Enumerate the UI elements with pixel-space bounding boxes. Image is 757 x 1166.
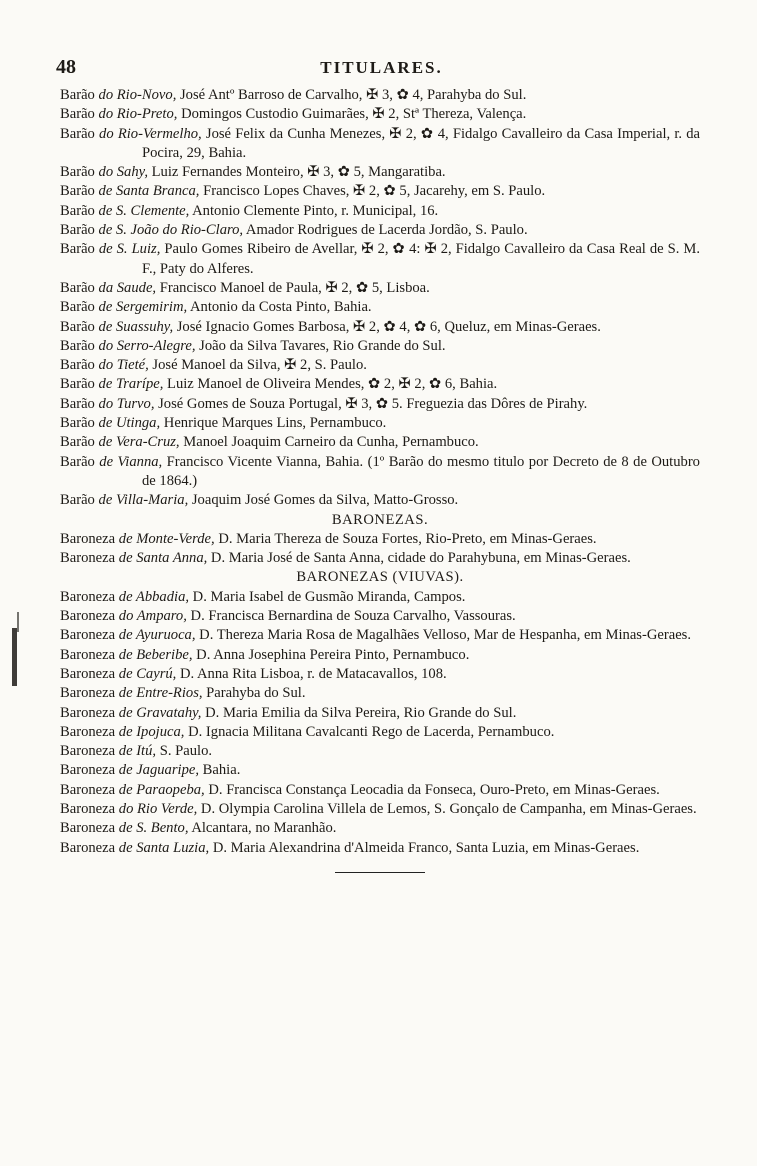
section-heading-viuvas: BARONEZAS (VIUVAS). [296,569,464,586]
entry-details: Antonio da Costa Pinto, Bahia. [187,299,372,316]
title-entry [60,375,700,394]
title-entry [60,588,700,607]
entry-title: de Santa Luzia, [118,839,210,856]
title-entry [60,433,700,452]
title-entry [60,163,700,182]
entry-title: de Suassuhy, [98,318,174,335]
entry-details: Manoel Joaquim Carneiro da Cunha, Pernambuco. [179,434,479,451]
entry-title: de Santa Branca, [98,183,200,200]
entry-details: Joaquim José Gomes da Silva, Matto-Grosso. [188,492,459,509]
entry-details: Francisco Manoel de Paula, ✠ 2, ✿ 5, Lisboa. [156,279,430,296]
entry-rank: Barão [60,125,95,142]
entry-rank: Baroneza [60,550,116,567]
entry-title: do Rio Verde, [118,800,198,817]
entry-title: de Jaguaripe, [118,762,200,779]
title-entry [60,800,700,819]
entry-rank: Barão [60,87,95,103]
title-entry [60,626,700,645]
entry-details: José Manoel da Silva, ✠ 2, S. Paulo. [148,357,367,374]
entry-title: de Ipojuca, [118,723,185,740]
title-entry [60,491,700,510]
entry-rank: Barão [60,183,95,200]
entry-details: Paulo Gomes Ribeiro de Avellar, ✠ 2, ✿ 4: ✠ 2, Fidalgo Cavalleiro da Casa Real de S. M. F., Paty do Alferes. [142,241,701,277]
entry-details: José Felix da Cunha Menezes, ✠ 2, ✿ 4, Fidalgo Cavalleiro da Casa Imperial, r. da Pocira, 29, Bahia. [142,125,700,161]
entry-details: Luiz Fernandes Monteiro, ✠ 3, ✿ 5, Mangaratiba. [147,164,446,181]
running-title: TITULARES. [320,58,443,77]
title-entry [60,453,700,492]
text-column [60,86,700,873]
entry-details: D. Francisca Bernardina de Souza Carvalho, Vassouras. [186,608,516,625]
title-entry [60,665,700,684]
entry-title: de S. Luiz, [98,241,161,258]
entry-title: de Ayuruoca, [118,627,196,644]
entry-title: de Vera-Cruz, [98,434,180,451]
entry-title: do Sahy, [98,164,148,181]
title-entry [60,414,700,433]
entry-title: de S. Clemente, [98,202,190,219]
entry-details: Henrique Marques Lins, Pernambuco. [160,415,387,432]
title-entry [60,279,700,298]
entry-rank: Baroneza [60,704,116,721]
title-entry [60,684,700,703]
entry-details: D. Francisca Constança Leocadia da Fonseca, Ouro-Preto, em Minas-Geraes. [204,781,660,798]
entry-title: do Rio-Novo, [98,87,177,103]
entry-details: Francisco Lopes Chaves, ✠ 2, ✿ 5, Jacarehy, em S. Paulo. [199,183,546,200]
entry-details: D. Ignacia Militana Cavalcanti Rego de Lacerda, Pernambuco. [184,723,555,740]
entry-rank: Barão [60,318,95,335]
entry-rank: Baroneza [60,820,116,837]
entry-title: de Gravatahy, [118,704,202,721]
entry-rank: Barão [60,299,95,316]
entry-title: de Monte-Verde, [118,530,215,547]
title-entry [60,86,700,105]
entry-rank: Baroneza [60,530,116,547]
entry-rank: Barão [60,453,95,470]
entry-details: D. Anna Josephina Pereira Pinto, Pernambuco. [192,646,470,663]
entry-details: José Antº Barroso de Carvalho, ✠ 3, ✿ 4, Parahyba do Sul. [176,87,527,103]
entry-details: Domingos Custodio Guimarães, ✠ 2, Stª Thereza, Valença. [177,106,527,123]
title-entry [60,742,700,761]
title-entry [60,221,700,240]
entry-title: de S. Bento, [118,820,189,837]
entry-title: do Serro-Alegre, [98,337,196,354]
page-number: 48 [56,56,76,78]
entry-rank: Baroneza [60,627,116,644]
entry-rank: Baroneza [60,800,116,817]
viuva-list [60,588,700,858]
entry-details: Bahia. [199,762,241,779]
entry-title: do Rio-Preto, [98,106,178,123]
entry-details: D. Maria Alexandrina d'Almeida Franco, Santa Luzia, em Minas-Geraes. [209,839,640,856]
title-entry [60,298,700,317]
page-header [56,56,707,82]
title-entry [60,125,700,164]
entry-title: de Abbadia, [118,588,190,605]
entry-details: Francisco Vicente Vianna, Bahia. (1º Barão do mesmo titulo por Decreto de 8 de Outubro de 1864.) [142,453,700,489]
entry-details: D. Olympia Carolina Villela de Lemos, S. Gonçalo de Campanha, em Minas-Geraes. [197,800,697,817]
entry-rank: Barão [60,202,95,219]
entry-title: de S. João do Rio-Claro, [98,222,244,239]
entry-title: do Rio-Vermelho, [99,125,202,142]
entry-title: do Amparo, [118,608,187,625]
entry-details: Antonio Clemente Pinto, r. Municipal, 16. [189,202,439,219]
entry-details: Alcantara, no Maranhão. [188,820,337,837]
entry-rank: Barão [60,222,95,239]
title-entry [60,337,700,356]
baroneza-list [60,530,700,569]
entry-details: D. Anna Rita Lisboa, r. de Matacavallos, 108. [176,665,447,682]
entry-title: de Villa-Maria, [98,492,189,509]
title-entry [60,839,700,858]
entry-title: de Entre-Rios, [118,685,203,702]
title-entry [60,182,700,201]
entry-details: D. Thereza Maria Rosa de Magalhães Velloso, Mar de Hespanha, em Minas-Geraes. [195,627,691,644]
title-entry [60,240,700,279]
title-entry [60,781,700,800]
title-entry [60,395,700,414]
entry-details: S. Paulo. [156,743,213,760]
entry-rank: Baroneza [60,743,116,760]
entry-title: de Trarípe, [98,376,164,393]
entry-rank: Barão [60,357,95,374]
title-entry [60,105,700,124]
entry-details: José Gomes de Souza Portugal, ✠ 3, ✿ 5. Freguezia das Dôres de Pirahy. [154,395,588,412]
closing-rule [335,872,425,873]
margin-ink-mark [17,612,19,632]
entry-rank: Barão [60,395,95,412]
entry-rank: Barão [60,241,95,258]
entry-details: José Ignacio Gomes Barbosa, ✠ 2, ✿ 4, ✿ 6, Queluz, em Minas-Geraes. [173,318,601,335]
entry-title: de Beberibe, [118,646,193,663]
entry-details: Luiz Manoel de Oliveira Mendes, ✿ 2, ✠ 2, ✿ 6, Bahia. [163,376,498,393]
title-entry [60,607,700,626]
entry-title: de Utinga, [98,415,161,432]
entry-rank: Barão [60,164,95,181]
title-entry [60,530,700,549]
title-entry [60,356,700,375]
entry-rank: Barão [60,337,95,354]
entry-rank: Baroneza [60,723,116,740]
section-heading-baronezas: BARONEZAS. [331,511,429,528]
entry-rank: Baroneza [60,839,116,856]
title-entry [60,318,700,337]
entry-details: D. Maria Emilia da Silva Pereira, Rio Grande do Sul. [201,704,517,721]
entry-details: Amador Rodrigues de Lacerda Jordão, S. Paulo. [243,222,528,239]
title-entry [60,704,700,723]
title-entry [60,202,700,221]
entry-rank: Baroneza [60,608,116,625]
title-entry [60,819,700,838]
margin-ink-mark [12,628,17,686]
entry-rank: Baroneza [60,781,116,798]
entry-details: D. Maria Isabel de Gusmão Miranda, Campos. [189,588,466,605]
entry-rank: Barão [60,434,95,451]
entry-title: de Santa Anna, [118,550,208,567]
entry-rank: Baroneza [60,665,116,682]
entry-rank: Barão [60,106,95,123]
entry-title: do Tieté, [98,357,149,374]
entry-title: de Cayrú, [118,665,177,682]
title-entry [60,723,700,742]
entry-title: de Sergemirim, [98,299,188,316]
title-entry [60,761,700,780]
entry-title: da Saude, [98,279,157,296]
entry-rank: Barão [60,279,95,296]
entry-title: de Vianna, [99,453,163,470]
entry-rank: Baroneza [60,762,116,779]
entry-rank: Baroneza [60,685,116,702]
entry-details: João da Silva Tavares, Rio Grande do Sul. [195,337,446,354]
title-entry [60,549,700,568]
barao-list [60,86,700,511]
title-entry [60,646,700,665]
entry-details: D. Maria Thereza de Souza Fortes, Rio-Preto, em Minas-Geraes. [214,530,597,547]
entry-rank: Baroneza [60,646,116,663]
entry-rank: Baroneza [60,588,116,605]
entry-rank: Barão [60,415,95,432]
entry-rank: Barão [60,376,95,393]
entry-rank: Barão [60,492,95,509]
entry-details: Parahyba do Sul. [202,685,306,702]
entry-details: D. Maria José de Santa Anna, cidade do Parahybuna, em Minas-Geraes. [207,550,631,567]
entry-title: do Turvo, [98,395,155,412]
entry-title: de Itú, [118,743,157,760]
entry-title: de Paraopeba, [118,781,205,798]
